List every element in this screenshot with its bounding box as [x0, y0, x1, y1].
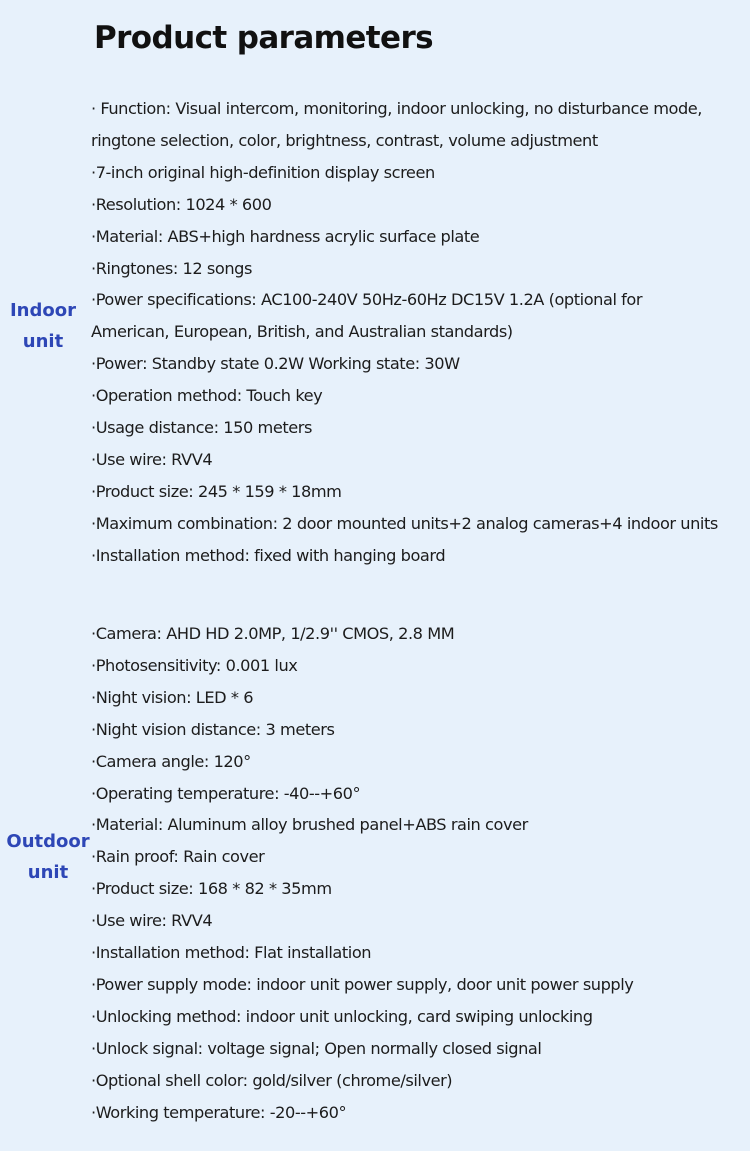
list-item: · Function: Visual intercom, monitoring, indoor unlocking, no disturbance mode,	[91, 99, 702, 118]
list-item: ·Power specifications: AC100-240V 50Hz-60Hz DC15V 1.2A (optional for	[91, 290, 643, 310]
page-title: Product parameters	[94, 20, 433, 56]
outdoor-unit-parameter-list	[91, 618, 750, 1129]
list-item: ·Usage distance: 150 meters	[91, 418, 312, 438]
outdoor-unit-label-line1: Outdoor	[6, 831, 90, 852]
list-item: ·Camera: AHD HD 2.0MP, 1/2.9'' CMOS, 2.8 MM	[91, 624, 455, 643]
list-item: ·Maximum combination: 2 door mounted units+2 analog cameras+4 indoor units	[91, 513, 718, 533]
list-item: ·Material: ABS+high hardness acrylic surface plate	[91, 226, 480, 246]
list-item: ·Power: Standby state 0.2W Working state: 30W	[91, 354, 460, 374]
outdoor-unit-label	[5, 826, 91, 888]
indoor-unit-label-line1: Indoor	[9, 300, 76, 321]
list-item: ·Use wire: RVV4	[91, 911, 213, 931]
list-item: ringtone selection, color, brightness, contrast, volume adjustment	[91, 130, 598, 150]
list-item: ·Installation method: fixed with hanging board	[91, 545, 446, 565]
list-item: ·Unlocking method: indoor unit unlocking, card swiping unlocking	[91, 1006, 593, 1026]
list-item: ·Use wire: RVV4	[91, 449, 213, 469]
list-item: ·Product size: 168 * 82 * 35mm	[91, 879, 332, 899]
list-item: ·Optional shell color: gold/silver (chrome/silver)	[91, 1070, 453, 1090]
list-item: American, European, British, and Australian standards)	[91, 322, 513, 342]
list-item: ·Rain proof: Rain cover	[91, 847, 265, 867]
list-item: ·Unlock signal: voltage signal; Open normally closed signal	[91, 1038, 542, 1058]
list-item: ·Product size: 245 * 159 * 18mm	[91, 481, 342, 501]
list-item: ·Material: Aluminum alloy brushed panel+ABS rain cover	[91, 815, 528, 835]
list-item: ·Resolution: 1024 * 600	[91, 194, 272, 214]
list-item: ·Working temperature: -20--+60°	[91, 1102, 347, 1122]
list-item: ·Photosensitivity: 0.001 lux	[91, 655, 298, 675]
indoor-unit-label-line2: unit	[22, 331, 64, 352]
list-item: ·Night vision: LED * 6	[91, 687, 254, 707]
indoor-unit-label	[0, 295, 86, 357]
list-item: ·Operation method: Touch key	[91, 386, 323, 406]
outdoor-unit-label-line2: unit	[27, 862, 69, 883]
list-item: ·7-inch original high-definition display screen	[91, 162, 435, 182]
list-item: ·Camera angle: 120°	[91, 751, 251, 771]
list-item: ·Operating temperature: -40--+60°	[91, 783, 361, 803]
list-item: ·Power supply mode: indoor unit power supply, door unit power supply	[91, 974, 634, 994]
list-item: ·Installation method: Flat installation	[91, 943, 372, 963]
list-item: ·Ringtones: 12 songs	[91, 258, 252, 278]
list-item: ·Night vision distance: 3 meters	[91, 719, 335, 739]
indoor-unit-parameter-list	[91, 93, 750, 572]
